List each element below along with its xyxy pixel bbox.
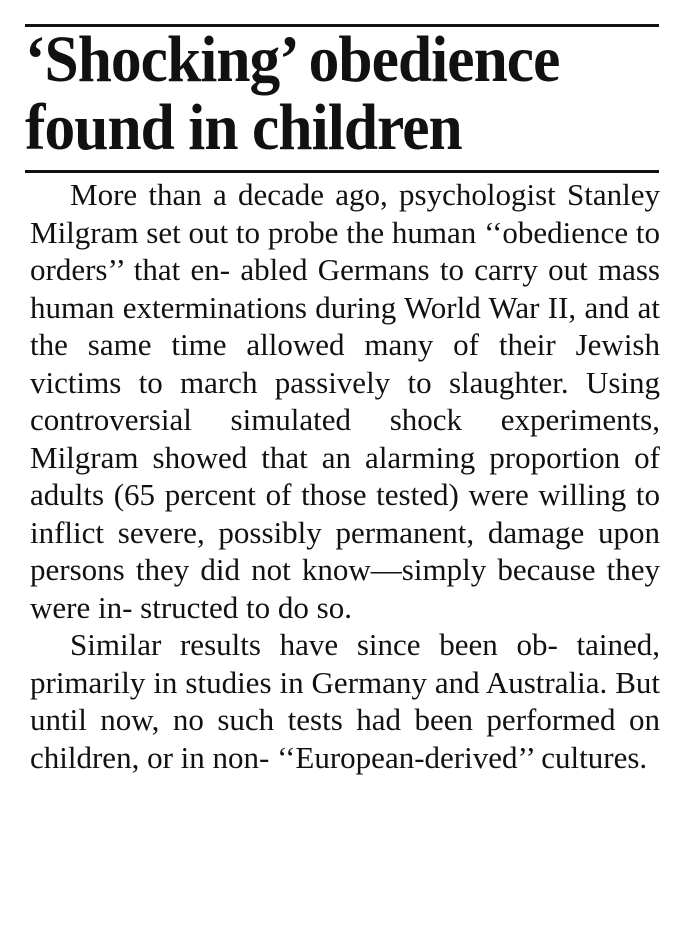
paragraph-2: Similar results have since been ob- tained, primarily in studies in Germany and Australia. But until now, no such tests had been performed on children, or in non- ‘‘European-derived’’ cultures. — [30, 627, 660, 775]
headline-underline-rule — [25, 170, 659, 173]
headline-line-1: ‘Shocking’ obedience — [25, 23, 560, 96]
article-headline — [25, 23, 620, 164]
headline-line-2: found in children — [25, 91, 462, 164]
paragraph-1: More than a decade ago, psychologist Stanley Milgram set out to probe the human ‘‘obedience to orders’’ that en- abled Germans to carry out mass human exterminations during World War II, and at the same time allowed many of their Jewish victims to march passively to slaughter. Using controversial simulated shock experiments, Milgram showed that an alarming proportion of adults (65 percent of those tested) were willing to inflict severe, possibly permanent, damage upon persons they did not know—simply because they were in- structed to do so. — [30, 177, 660, 625]
article-body — [30, 176, 660, 776]
